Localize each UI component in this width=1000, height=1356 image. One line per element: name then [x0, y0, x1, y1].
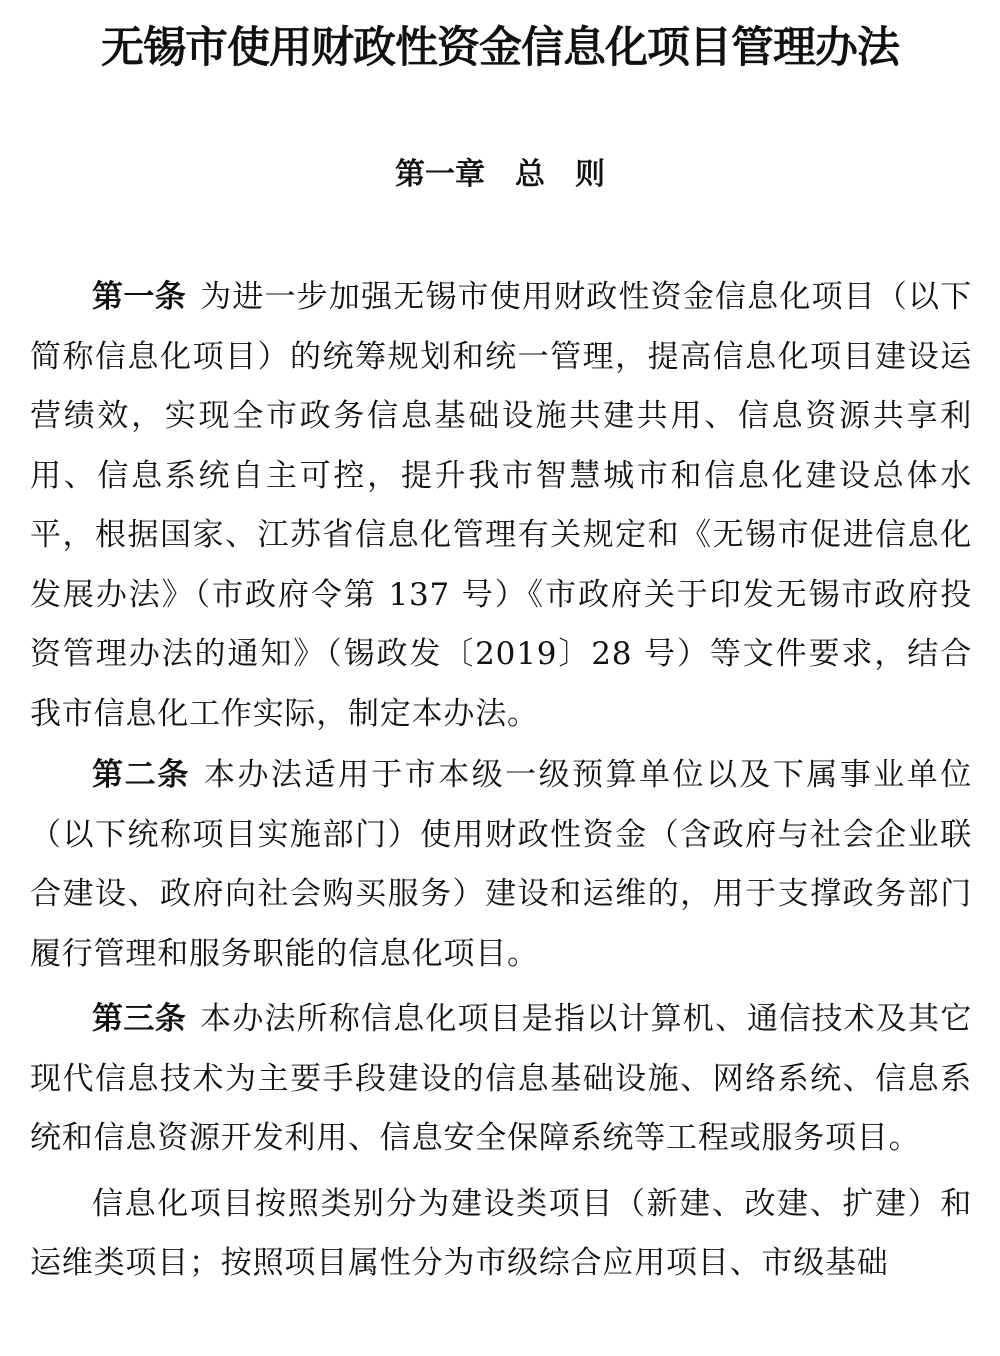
article-1-text: 为进一步加强无锡市使用财政性资金信息化项目（以下简称信息化项目）的统筹规划和统一管理，提高信息化项目建设运营绩效，实现全市政务信息基础设施共建共用、信息资源共享利用、信息系统自主可控，提升我市智慧城市和信息化建设总体水平，根据国家、江苏省信息化管理有关规定和《无锡市促进信息化发展办法》（市政府令第 137 号）《市政府关于印发无锡市政府投资管理办法的通知》（锡政发〔2019〕28 号）等文件要求，结合我市信息化工作实际，制定本办法。 [30, 279, 973, 732]
article-1 [30, 268, 972, 744]
paragraph-project-categories: 信息化项目按照类别分为建设类项目（新建、改建、扩建）和运维类项目；按照项目属性分为市级综合应用项目、市级基础 [30, 1185, 972, 1281]
article-2-label: 第二条 [92, 757, 190, 793]
chapter-heading: 第一章 总 则 [395, 157, 605, 192]
article-1-label: 第一条 [92, 279, 187, 315]
article-2 [30, 746, 972, 984]
article-2-text: 本办法适用于市本级一级预算单位以及下属事业单位（以下统称项目实施部门）使用财政性资金（含政府与社会企业联合建设、政府向社会购买服务）建设和运维的，用于支撑政务部门履行管理和服务职能的信息化项目。 [30, 757, 972, 972]
article-3-label: 第三条 [92, 1001, 187, 1037]
article-3-text: 本办法所称信息化项目是指以计算机、通信技术及其它现代信息技术为主要手段建设的信息基础设施、网络系统、信息系统和信息资源开发利用、信息安全保障系统等工程或服务项目。 [30, 1001, 973, 1156]
document-body [30, 268, 972, 1296]
document-title: 无锡市使用财政性资金信息化项目管理办法 [101, 23, 899, 73]
article-3 [30, 990, 972, 1169]
